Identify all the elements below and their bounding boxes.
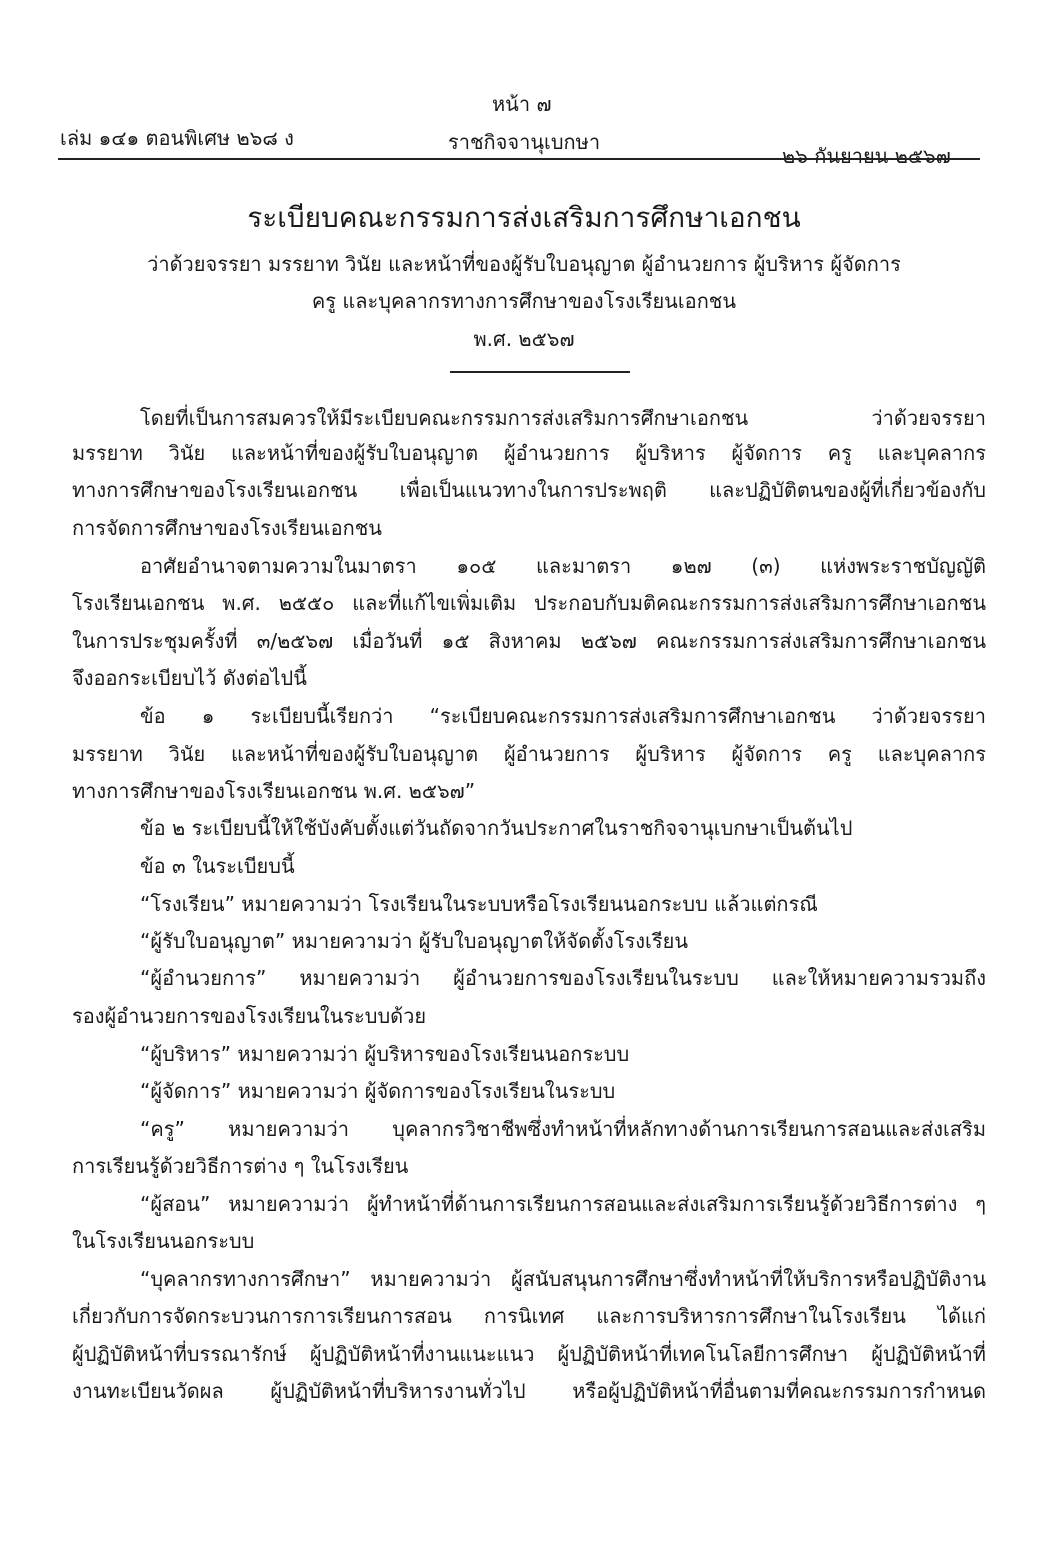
body-line: โดยที่เป็นการสมควรให้มีระเบียบคณะกรรมการส่งเสริมการศึกษาเอกชน ว่าด้วยจรรยา	[140, 406, 986, 430]
body-line: ในการประชุมครั้งที่ ๓/๒๕๖๗ เมื่อวันที่ ๑๕ สิงหาคม ๒๕๖๗ คณะกรรมการส่งเสริมการศึกษาเอกชน	[72, 629, 986, 653]
definition-educational-personnel: “บุคลากรทางการศึกษา” หมายความว่า ผู้สนับสนุนการศึกษาซึ่งทำหน้าที่ให้บริการหรือปฏิบัติงาน	[140, 1267, 986, 1291]
document-title: ระเบียบคณะกรรมการส่งเสริมการศึกษาเอกชน	[247, 201, 801, 234]
definition-instructor: “ผู้สอน” หมายความว่า ผู้ทำหน้าที่ด้านการเรียนการสอนและส่งเสริมการเรียนรู้ด้วยวิธีการต่าง ๆ	[140, 1192, 986, 1216]
body-line: อาศัยอำนาจตามความในมาตรา ๑๐๕ และมาตรา ๑๒๗ (๓) แห่งพระราชบัญญัติ	[140, 554, 986, 578]
publication-date: ๒๖ กันยายน ๒๕๖๗	[782, 144, 951, 168]
body-line: จึงออกระเบียบไว้ ดังต่อไปนี้	[72, 666, 307, 690]
body-line: รองผู้อำนวยการของโรงเรียนในระบบด้วย	[72, 1004, 427, 1028]
definition-teacher: “ครู” หมายความว่า บุคลากรวิชาชีพซึ่งทำหน้าที่หลักทางด้านการเรียนการสอนและส่งเสริม	[140, 1117, 986, 1141]
clause-1: ข้อ ๑ ระเบียบนี้เรียกว่า “ระเบียบคณะกรรมการส่งเสริมการศึกษาเอกชน ว่าด้วยจรรยา	[140, 704, 986, 728]
body-line: ผู้ปฏิบัติหน้าที่บรรณารักษ์ ผู้ปฏิบัติหน้าที่งานแนะแนว ผู้ปฏิบัติหน้าที่เทคโนโลยีการศึกษา ผู้ปฏิบัติหน้าที่	[72, 1342, 986, 1366]
definition-manager: “ผู้จัดการ” หมายความว่า ผู้จัดการของโรงเรียนในระบบ	[140, 1079, 616, 1103]
body-line: มรรยาท วินัย และหน้าที่ของผู้รับใบอนุญาต ผู้อำนวยการ ผู้บริหาร ผู้จัดการ ครู และบุคลากร	[72, 742, 986, 766]
body-line: การเรียนรู้ด้วยวิธีการต่าง ๆ ในโรงเรียน	[72, 1154, 409, 1178]
header-rule	[58, 158, 980, 160]
definition-director: “ผู้อำนวยการ” หมายความว่า ผู้อำนวยการของโรงเรียนในระบบ และให้หมายความรวมถึง	[140, 966, 986, 990]
clause-2: ข้อ ๒ ระเบียบนี้ให้ใช้บังคับตั้งแต่วันถัดจากวันประกาศในราชกิจจานุเบกษาเป็นต้นไป	[140, 816, 853, 840]
body-line: การจัดการศึกษาของโรงเรียนเอกชน	[72, 516, 382, 540]
definition-executive: “ผู้บริหาร” หมายความว่า ผู้บริหารของโรงเรียนนอกระบบ	[140, 1042, 630, 1066]
definition-school: “โรงเรียน” หมายความว่า โรงเรียนในระบบหรือโรงเรียนนอกระบบ แล้วแต่กรณี	[140, 892, 818, 916]
gazette-name: ราชกิจจานุเบกษา	[448, 130, 601, 154]
body-line: มรรยาท วินัย และหน้าที่ของผู้รับใบอนุญาต ผู้อำนวยการ ผู้บริหาร ผู้จัดการ ครู และบุคลากร	[72, 441, 986, 465]
clause-3: ข้อ ๓ ในระเบียบนี้	[140, 854, 295, 878]
body-line: งานทะเบียนวัดผล ผู้ปฏิบัติหน้าที่บริหารงานทั่วไป หรือผู้ปฏิบัติหน้าที่อื่นตามที่คณะกรรมการกำหนด	[72, 1379, 986, 1403]
volume-issue: เล่ม ๑๔๑ ตอนพิเศษ ๒๖๘ ง	[60, 126, 294, 150]
document-subtitle-line-2: ครู และบุคลากรทางการศึกษาของโรงเรียนเอกชน	[311, 289, 737, 313]
document-subtitle-line-1: ว่าด้วยจรรยา มรรยาท วินัย และหน้าที่ของผู้รับใบอนุญาต ผู้อำนวยการ ผู้บริหาร ผู้จัดการ	[147, 252, 901, 276]
page-number: หน้า ๗	[492, 92, 552, 116]
body-line: โรงเรียนเอกชน พ.ศ. ๒๕๕๐ และที่แก้ไขเพิ่มเติม ประกอบกับมติคณะกรรมการส่งเสริมการศึกษาเอกชน	[72, 591, 986, 615]
body-line: ในโรงเรียนนอกระบบ	[72, 1229, 255, 1253]
body-line: ทางการศึกษาของโรงเรียนเอกชน พ.ศ. ๒๕๖๗”	[72, 779, 476, 803]
document-year: พ.ศ. ๒๕๖๗	[473, 327, 575, 351]
body-line: เกี่ยวกับการจัดกระบวนการการเรียนการสอน การนิเทศ และการบริหารการศึกษาในโรงเรียน ได้แก่	[72, 1304, 986, 1328]
definition-licensee: “ผู้รับใบอนุญาต” หมายความว่า ผู้รับใบอนุญาตให้จัดตั้งโรงเรียน	[140, 929, 688, 953]
body-line: ทางการศึกษาของโรงเรียนเอกชน เพื่อเป็นแนวทางในการประพฤติ และปฏิบัติตนของผู้ที่เกี่ยวข้องกับ	[72, 478, 986, 502]
title-rule	[450, 371, 630, 373]
